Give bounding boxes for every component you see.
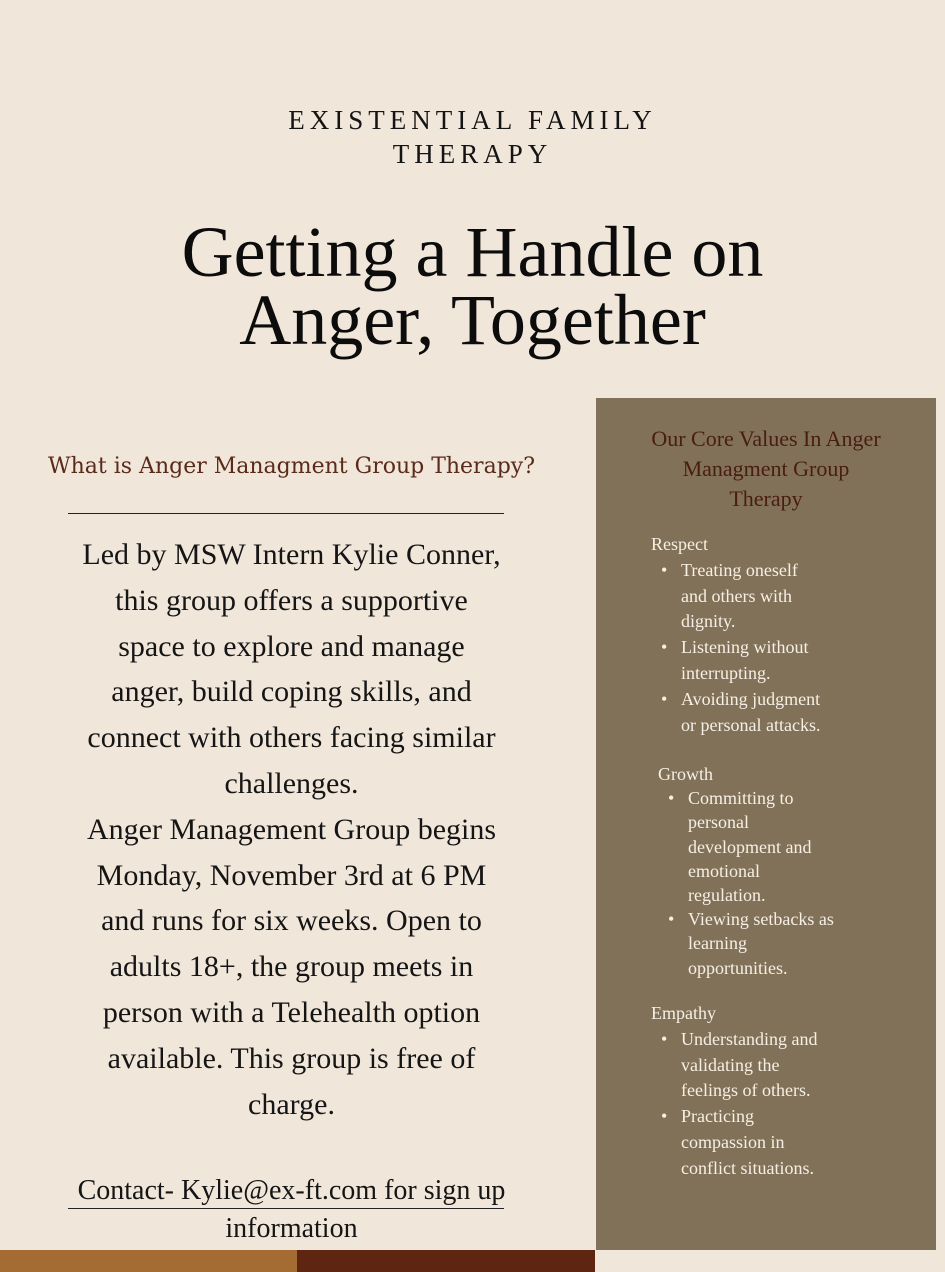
description-line: person with a Telehealth option (102, 995, 481, 1029)
value-item (651, 558, 921, 635)
contact-info (4, 1172, 579, 1248)
value-item-line: • Practicing (681, 1106, 754, 1127)
core-values-panel (596, 398, 936, 1250)
value-item-line: feelings of others. (681, 1080, 811, 1101)
value-item-line: • Understanding and (681, 1028, 818, 1049)
core-values-title-line: Our Core Values In Anger (651, 426, 881, 451)
value-item-line: validating the (681, 1054, 780, 1075)
description-line: Anger Management Group begins (86, 812, 497, 846)
page-title-line1: Getting a Handle on (181, 212, 764, 292)
description-line: connect with others facing similar (87, 721, 496, 755)
value-group-growth (658, 762, 928, 980)
value-item (658, 786, 928, 907)
value-item-line: compassion in (681, 1131, 785, 1152)
value-list (658, 786, 928, 980)
core-values-title-line: Therapy (729, 486, 803, 511)
page-title (0, 212, 945, 360)
value-item-line: • Committing to (688, 788, 794, 809)
description-line: this group offers a supportive (115, 583, 468, 617)
value-item (651, 687, 921, 739)
footer-strip-right (297, 1250, 595, 1272)
value-item-line: • Viewing setbacks as (688, 909, 834, 930)
value-item-line: or personal attacks. (681, 714, 821, 735)
page-title-line2: Anger, Together (239, 280, 706, 360)
core-values-title (596, 424, 936, 514)
value-item-line: • Listening without (681, 637, 809, 658)
organization-name-line1: EXISTENTIAL FAMILY (288, 105, 657, 135)
value-item-line: dignity. (681, 611, 736, 632)
contact-line1: Contact- Kylie@ex-ft.com for sign up (77, 1175, 506, 1206)
value-item (651, 1027, 921, 1104)
organization-name (0, 103, 945, 171)
value-list (651, 558, 921, 739)
value-item (651, 1104, 921, 1181)
value-group-respect (651, 532, 921, 738)
description-line: space to explore and manage (118, 629, 465, 663)
value-item (651, 635, 921, 687)
contact-line2: information (225, 1213, 358, 1244)
value-list (651, 1027, 921, 1182)
description-line: Monday, November 3rd at 6 PM (96, 858, 487, 892)
value-item-line: personal (688, 812, 749, 833)
value-item-line: • Treating oneself (681, 559, 798, 580)
value-item-line: emotional (688, 860, 760, 881)
description-line: available. This group is free of (107, 1041, 476, 1075)
value-heading: Respect (651, 534, 708, 554)
value-heading: Empathy (651, 1003, 716, 1023)
description-line: charge. (248, 1087, 335, 1121)
value-item-line: regulation. (688, 885, 766, 906)
divider-contact (68, 1208, 504, 1209)
value-item-line: and others with (681, 585, 792, 606)
value-item-line: interrupting. (681, 662, 771, 683)
value-item-line: learning (688, 933, 747, 954)
value-item-line: opportunities. (688, 957, 788, 978)
value-heading: Growth (658, 764, 713, 784)
description-line: anger, build coping skills, and (111, 675, 472, 709)
description-line: adults 18+, the group meets in (109, 950, 474, 984)
value-group-empathy (651, 1001, 921, 1182)
description-line: and runs for six weeks. Open to (101, 904, 482, 938)
value-item (658, 907, 928, 980)
divider-top (68, 513, 504, 514)
footer-strip-left (0, 1250, 297, 1272)
value-item-line: • Avoiding judgment (681, 688, 821, 709)
core-values-title-line: Managment Group (682, 456, 850, 481)
description-line: Led by MSW Intern Kylie Conner, (82, 538, 501, 571)
value-item-line: development and (688, 836, 812, 857)
section-question: What is Anger Managment Group Therapy? (48, 454, 535, 479)
description (4, 532, 579, 1127)
organization-name-line2: THERAPY (392, 139, 553, 169)
description-line: challenges. (224, 766, 359, 800)
value-item-line: conflict situations. (681, 1157, 814, 1178)
